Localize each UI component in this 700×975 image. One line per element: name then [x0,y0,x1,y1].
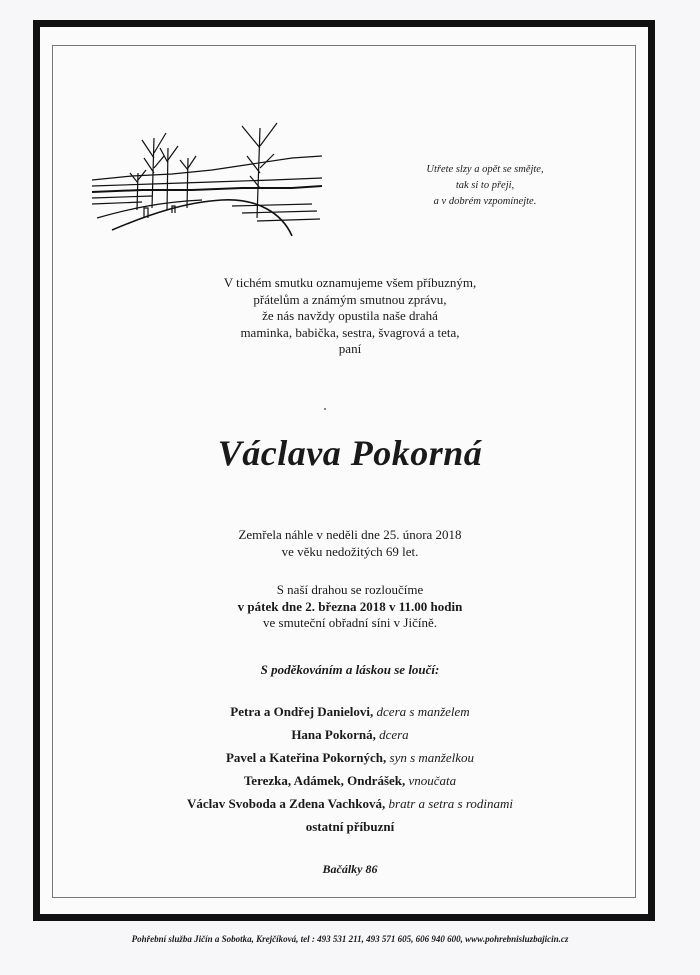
funeral-info [0,582,700,632]
motto-line: a v dobrém vzpomínejte. [433,196,537,207]
mourner-names: Petra a Ondřej Danielovi, [230,704,374,719]
intro-line: přátelům a známým smutnou zprávu, [253,291,447,307]
intro-line: paní [338,341,362,356]
intro-line: V tichém smutku oznamujeme všem příbuzným, [223,275,477,290]
mourner-row [0,769,700,792]
mourner-relation: dcera s manželem [373,704,470,719]
mourner-row [0,792,700,815]
mourner-row [0,815,700,838]
landscape-drawing [92,118,322,236]
funeral-service-footer: Pohřební služba Jičín a Sobotka, Krejčíková, tel : 493 531 211, 493 571 605, 606 940 600, www.pohrebnisluzbajicin.cz [131,934,569,944]
mourner-relation: bratr a setra s rodinami [385,796,514,811]
mourner-names: Terezka, Adámek, Ondrášek, [243,773,406,788]
mourner-names: ostatní příbuzní [305,819,395,834]
intro-line: že nás navždy opustila naše drahá [262,308,438,323]
death-date: Zemřela náhle v neděli dne 25. února 2018 [238,527,462,542]
farewell-line: S naší drahou se rozloučíme [276,582,424,597]
mourner-row [0,723,700,746]
mourner-row [0,746,700,769]
thanks-heading: S poděkováním a láskou se loučí: [260,662,440,677]
decorative-dot [324,408,326,410]
motto [400,162,570,210]
deceased-name: Václava Pokorná [217,433,483,473]
intro-line: maminka, babička, sestra, švagrová a teta, [240,324,460,340]
mourner-relation: dcera [375,727,409,742]
funeral-place: ve smuteční obřadní síni v Jičíně. [262,615,438,630]
mourner-relation: syn s manželkou [386,750,475,765]
mourner-names: Václav Svoboda a Zdena Vachková, [186,796,386,811]
home-address: Bačálky 86 [322,862,378,876]
mourner-names: Hana Pokorná, [291,727,376,742]
funeral-datetime: v pátek dne 2. března 2018 v 11.00 hodin [237,598,463,614]
announcement-intro [0,275,700,358]
mourner-row [0,700,700,723]
mourner-names: Pavel a Kateřina Pokorných, [225,750,387,765]
mourners-list [0,700,700,838]
mourner-relation: vnoučata [405,773,457,788]
death-age: ve věku nedožitých 69 let. [281,543,419,559]
motto-line: Utřete slzy a opět se smějte, [426,164,544,175]
death-info [0,527,700,560]
motto-line: tak si to přeji, [455,180,515,191]
